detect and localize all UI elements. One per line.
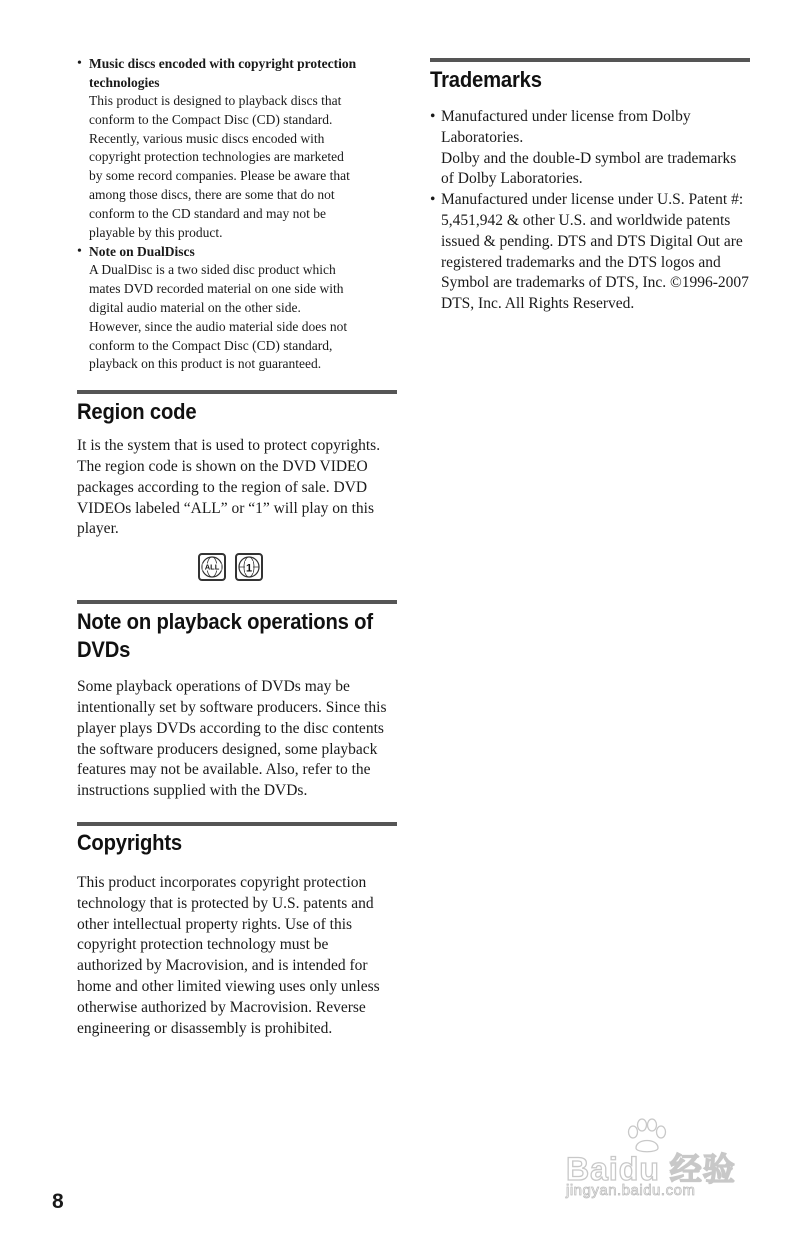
- baidu-watermark: [560, 1118, 760, 1208]
- bullet-line: copyright protection technologies are marketed: [89, 149, 344, 165]
- region-code-section: [77, 390, 397, 581]
- page-number: 8: [52, 1190, 64, 1213]
- section-heading: Trademarks: [430, 67, 542, 92]
- bullet-line: digital audio material on the other side.: [89, 299, 301, 315]
- bullet-line: Recently, various music discs encoded with: [89, 130, 325, 146]
- list-item: [77, 242, 397, 374]
- logo-one-label: 1: [245, 562, 253, 575]
- list-item: [430, 107, 750, 190]
- bullet-line: conform to the CD standard and may not be: [89, 205, 326, 221]
- section-heading: Copyrights: [77, 829, 182, 855]
- bullet-title: • Music discs encoded with copyright protection technologies: [89, 56, 357, 90]
- playback-note-section: [77, 600, 397, 802]
- trademark-list: [430, 107, 750, 315]
- bullet-line: playback on this product is not guaranteed.: [89, 356, 322, 372]
- region-1-logo: [235, 553, 263, 581]
- bullet-title: • Note on DualDiscs: [89, 244, 195, 260]
- region-all-logo: [198, 553, 226, 581]
- section-body: Some playback operations of DVDs may be intentionally set by software producers. Since this player plays DVDs according to the disc contents the software producers designed, some playback features may not be available. Also, refer to the instructions supplied with the DVDs.: [77, 678, 387, 800]
- section-body: This product incorporates copyright protection technology that is protected by U.S. patents and other intellectual property rights. Use of this copyright protection technology must be authorized by Macrovision, and is intended for home and other limited viewing uses only unless otherwise authorized by Macrovision. Reverse engineering or disassembly is prohibited.: [77, 873, 380, 1037]
- section-heading: Region code: [77, 399, 197, 425]
- copyrights-section: [77, 822, 397, 1039]
- section-heading: Note on playback operations of DVDs: [77, 609, 373, 663]
- bullet-line: This product is designed to playback discs that: [89, 93, 342, 108]
- trademarks-section: [430, 58, 750, 315]
- bullet-line: A DualDisc is a two sided disc product which: [89, 262, 336, 278]
- bullet-line: conform to the Compact Disc (CD) standard.: [89, 111, 333, 127]
- globe-all-icon: [200, 555, 224, 579]
- bullet-line: conform to the Compact Disc (CD) standard,: [89, 337, 333, 353]
- globe-one-icon: [237, 555, 261, 579]
- watermark-url: jingyan.baidu.com: [566, 1182, 696, 1199]
- bullet-line: playable by this product.: [89, 224, 223, 240]
- logo-all-label: ALL: [204, 562, 220, 572]
- bullet-line: among those discs, there are some that do not: [89, 186, 335, 202]
- trademark-line: Dolby and the double-D symbol are trademarks of Dolby Laboratories.: [441, 149, 737, 188]
- list-item: [430, 190, 750, 315]
- trademark-line: • Manufactured under license under U.S. Patent #: 5,451,942 & other U.S. and worldwide patents issued & pending. DTS and DTS Digital Out are registered trademarks and the DTS logos and Symbol are trademarks of DTS, Inc. ©1996-2007 DTS, Inc. All Rights Reserved.: [441, 191, 749, 313]
- bullet-line: mates DVD recorded material on one side with: [89, 281, 344, 297]
- trademark-line: • Manufactured under license from Dolby Laboratories.: [441, 108, 691, 146]
- watermark-main: Baidu 经验: [566, 1151, 736, 1187]
- bullet-list: [77, 54, 397, 374]
- bullet-line: by some record companies. Please be aware that: [89, 168, 350, 184]
- right-column: [430, 58, 750, 315]
- region-logos: [198, 553, 397, 581]
- list-item: [77, 54, 397, 242]
- bullet-line: However, since the audio material side does not: [89, 318, 348, 334]
- left-column: [77, 54, 397, 1039]
- section-body: It is the system that is used to protect copyrights. The region code is shown on the DVD VIDEO packages according to the region of sale. DVD VIDEOs labeled “ALL” or “1” will play on this player.: [77, 437, 381, 538]
